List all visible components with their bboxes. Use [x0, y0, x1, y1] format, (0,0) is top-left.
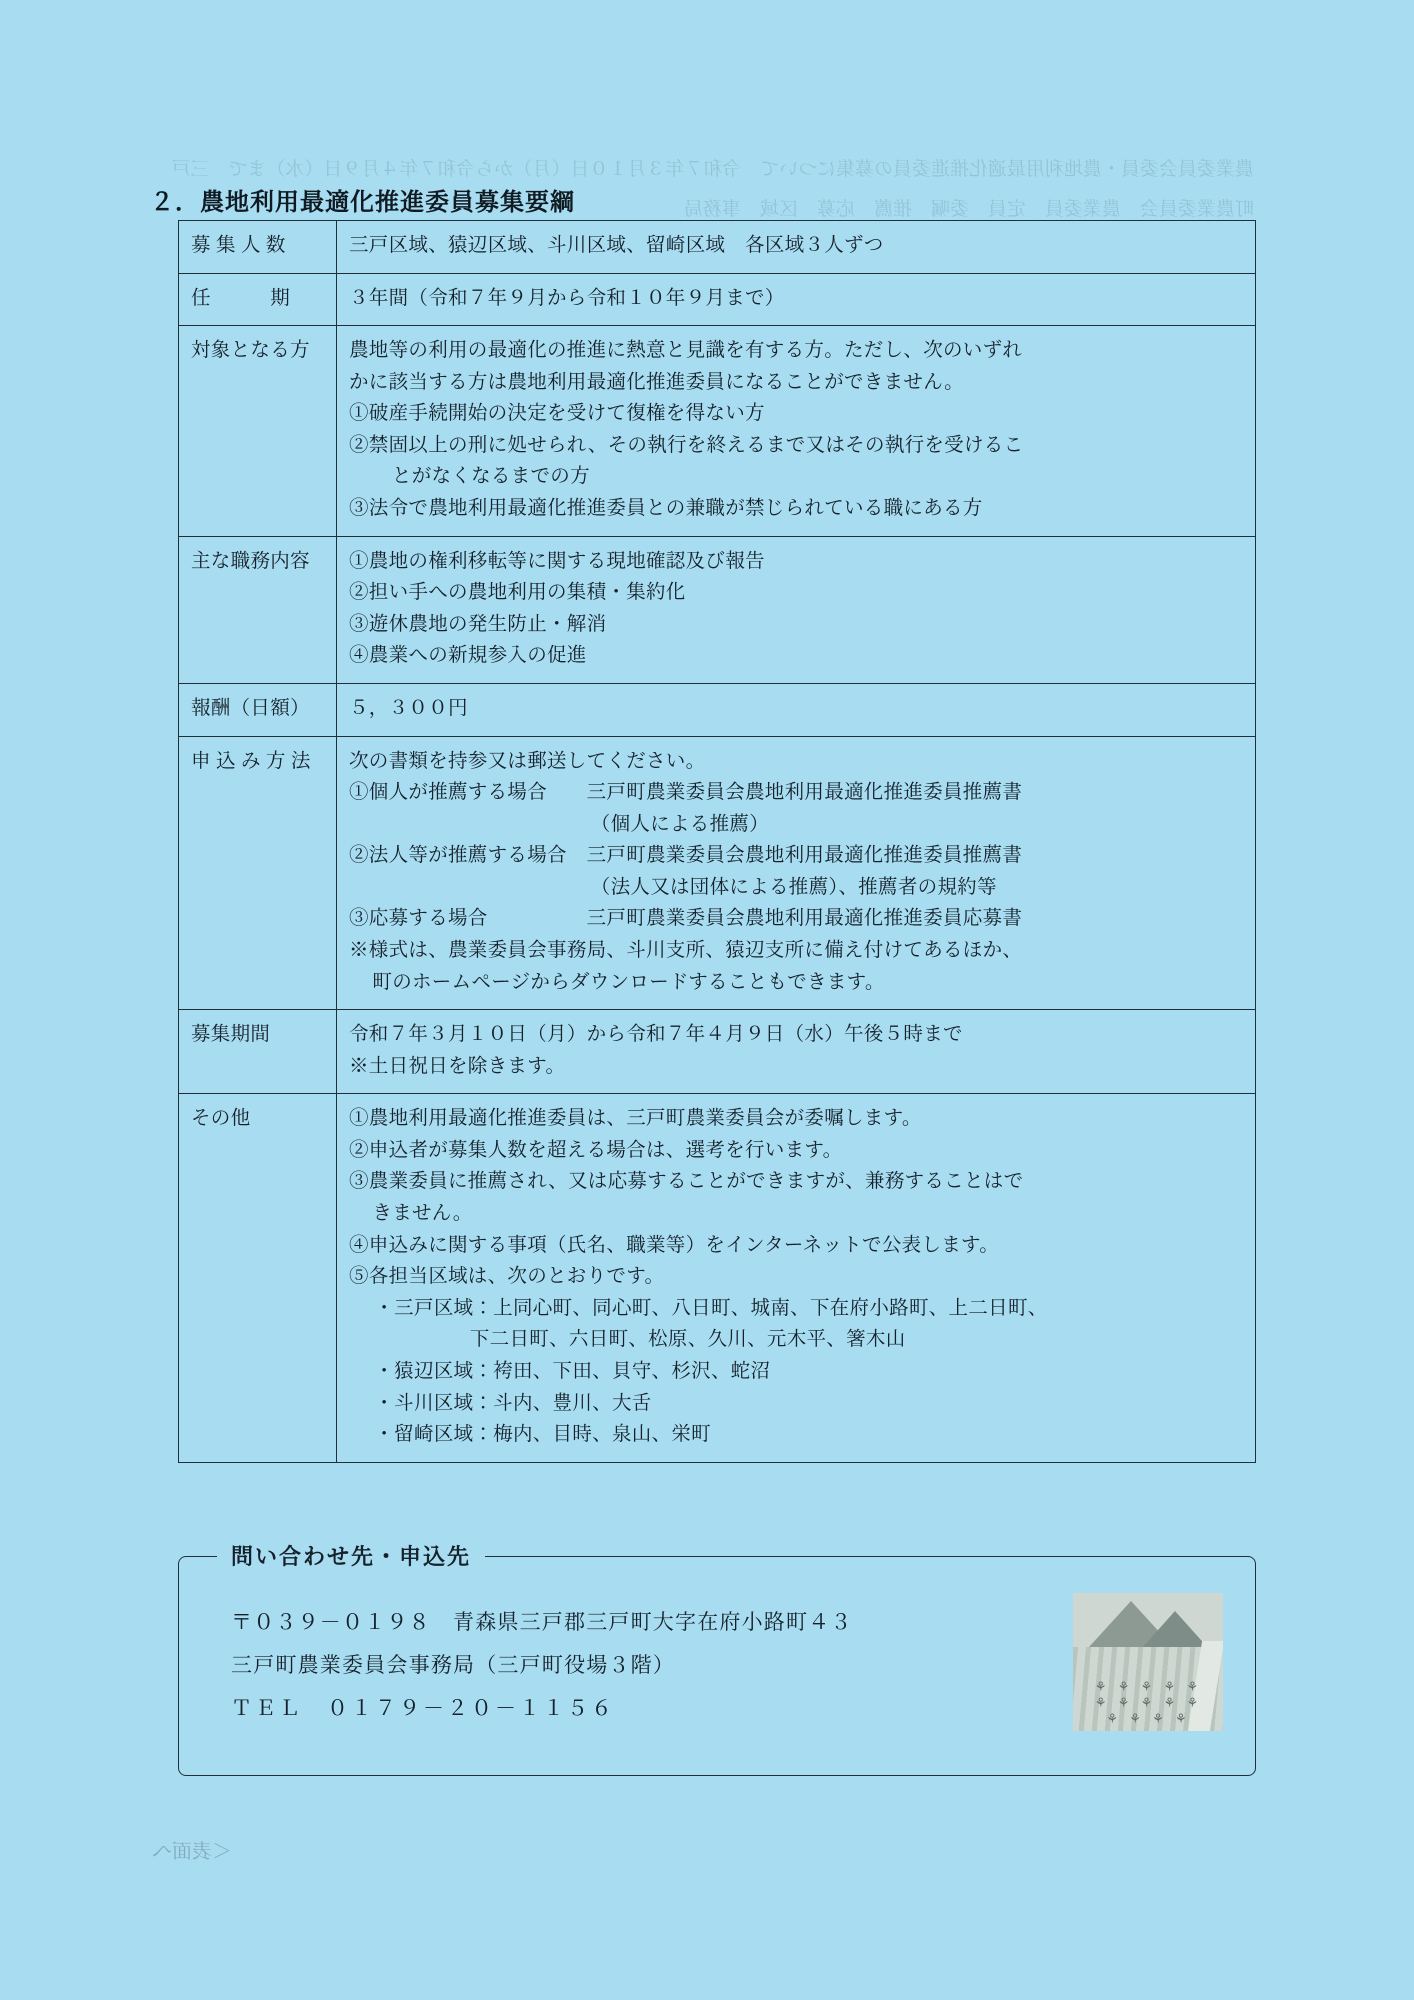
text-line: （個人による推薦）	[590, 813, 769, 835]
table-row	[179, 273, 1256, 326]
text-line: 町のホームページからダウンロードすることもできます。	[372, 971, 885, 993]
contact-office: 三戸町農業委員会事務局（三戸町役場３階）	[231, 1653, 675, 1678]
table-row	[179, 536, 1256, 683]
contact-telephone: ＴＥＬ ０１７９－２０－１１５６	[231, 1696, 615, 1721]
text-line: ①農地の権利移転等に関する現地確認及び報告	[349, 550, 765, 572]
mountain-shape	[1141, 1611, 1209, 1649]
rice-sprouts-shape: ⚘ ⚘ ⚘ ⚘ ⚘ ⚘ ⚘ ⚘ ⚘ ⚘ ⚘ ⚘ ⚘ ⚘	[1094, 1679, 1202, 1726]
row-label: 報酬（日額）	[179, 683, 337, 736]
text-line: 下二日町、六日町、松原、久川、元木平、箸木山	[469, 1329, 906, 1351]
contact-box-legend: 問い合わせ先・申込先	[217, 1540, 485, 1571]
row-label: 募 集 人 数	[179, 221, 337, 274]
text-line: ②申込者が募集人数を超える場合は、選考を行います。	[349, 1139, 843, 1161]
text-line: ④農業への新規参入の促進	[349, 645, 587, 667]
text-line: ※様式は、農業委員会事務局、斗川支所、猿辺支所に備え付けてあるほか、	[349, 939, 1023, 961]
row-label: その他	[179, 1094, 337, 1462]
recruitment-outline-table	[178, 220, 1256, 1463]
text-line: （法人又は団体による推薦）、推薦者の規約等	[590, 876, 997, 898]
text-line: ３年間（令和７年９月から令和１０年９月まで）	[349, 287, 785, 309]
text-line: ⑤各担当区域は、次のとおりです。	[349, 1266, 665, 1288]
row-value	[337, 1010, 1256, 1094]
page-corner-mark: ＜表面へ	[152, 1841, 232, 1863]
text-line: ②法人等が推薦する場合 三戸町農業委員会農地利用最適化推進委員推薦書	[349, 845, 1023, 867]
row-value	[337, 1094, 1256, 1462]
page-title: ２．農地利用最適化推進委員募集要綱	[150, 190, 575, 216]
row-label: 対象となる方	[179, 326, 337, 536]
table-row	[179, 736, 1256, 1010]
table-row	[179, 1010, 1256, 1094]
text-line: ④申込みに関する事項（氏名、職業等）をインターネットで公表します。	[349, 1234, 1000, 1256]
text-line: ②担い手への農地利用の集積・集約化	[349, 582, 686, 604]
row-value	[337, 221, 1256, 274]
text-line: ①破産手続開始の決定を受けて復権を得ない方	[349, 403, 765, 425]
table-row	[179, 1094, 1256, 1462]
text-line: かに該当する方は農地利用最適化推進委員になることができません。	[349, 371, 964, 393]
table-row	[179, 683, 1256, 736]
text-line: 次の書類を持参又は郵送してください。	[349, 750, 706, 772]
text-line: ③法令で農地利用最適化推進委員との兼職が禁じられている職にある方	[349, 498, 983, 520]
row-value	[337, 326, 1256, 536]
rice-field-illustration-icon	[1073, 1593, 1223, 1731]
contact-box	[178, 1544, 1256, 1776]
text-line: ５，３００円	[349, 697, 468, 719]
row-label: 募集期間	[179, 1010, 337, 1094]
text-line: 農地等の利用の最適化の推進に熱意と見識を有する方。ただし、次のいずれ	[349, 340, 1023, 362]
text-line: ③農業委員に推薦され、又は応募することができますが、兼務することはで	[349, 1171, 1024, 1193]
text-line: ③応募する場合 三戸町農業委員会農地利用最適化推進委員応募書	[349, 908, 1023, 930]
text-line: ・斗川区域：斗内、豊川、大舌	[374, 1392, 652, 1414]
row-label: 申 込 み 方 法	[179, 736, 337, 1010]
table-row	[179, 221, 1256, 274]
reverse-side-bleedthrough: 農業委員会委員・農地利用最適化推進委員の募集について 令和７年３月１０日（月）から令和７年４月９日（水）まで 三戸町農業委員会 農業委員 定員 委嘱 推薦 応募 区域 事務局	[171, 159, 1254, 220]
text-line: ③遊休農地の発生防止・解消	[349, 613, 607, 635]
text-line: ・留崎区域：梅内、目時、泉山、栄町	[374, 1424, 711, 1446]
text-line: とがなくなるまでの方	[391, 466, 590, 488]
row-value	[337, 536, 1256, 683]
text-line: 令和７年３月１０日（月）から令和７年４月９日（水）午後５時まで	[349, 1024, 963, 1046]
text-line: ①農地利用最適化推進委員は、三戸町農業委員会が委嘱します。	[349, 1108, 922, 1130]
row-label: 任 期	[179, 273, 337, 326]
text-line: ②禁固以上の刑に処せられ、その執行を終えるまで又はその執行を受けるこ	[349, 434, 1024, 456]
text-line: きません。	[372, 1203, 473, 1225]
text-line: ・三戸区域：上同心町、同心町、八日町、城南、下在府小路町、上二日町、	[374, 1297, 1048, 1319]
table-row	[179, 326, 1256, 536]
row-value	[337, 683, 1256, 736]
text-line: ・猿辺区域：袴田、下田、貝守、杉沢、蛇沼	[374, 1360, 771, 1382]
contact-address: 〒０３９－０１９８ 青森県三戸郡三戸町大字在府小路町４３	[231, 1610, 853, 1634]
row-label: 主な職務内容	[179, 536, 337, 683]
text-line: ①個人が推薦する場合 三戸町農業委員会農地利用最適化推進委員推薦書	[349, 782, 1023, 804]
row-value	[337, 736, 1256, 1010]
text-line: 三戸区域、猿辺区域、斗川区域、留崎区域 各区域３人ずつ	[349, 235, 884, 256]
text-line: ※土日祝日を除きます。	[349, 1055, 566, 1077]
row-value	[337, 273, 1256, 326]
